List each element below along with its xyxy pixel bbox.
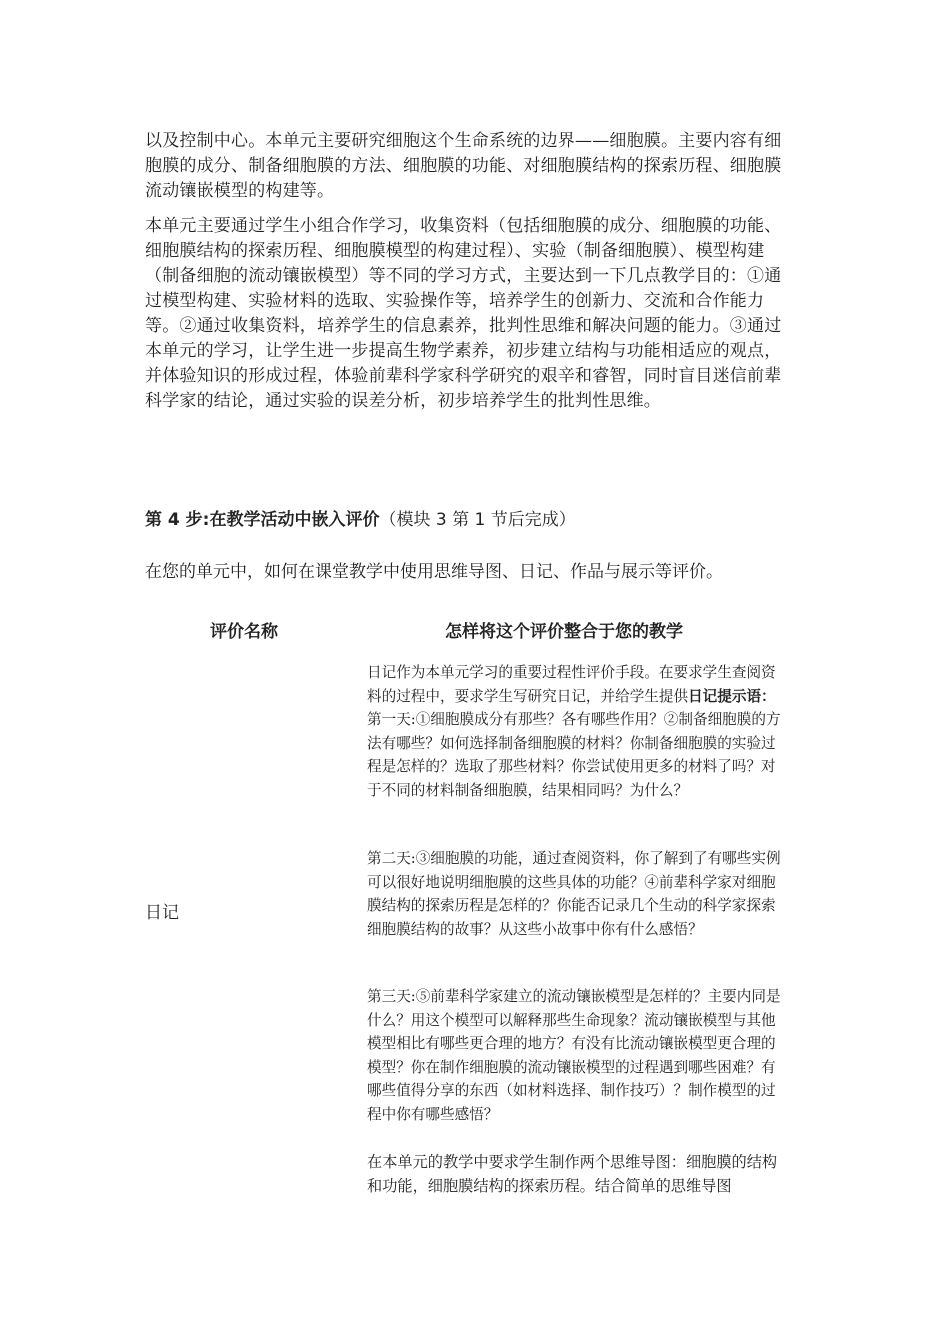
table-cell-diary-day-2: 第二天:③细胞膜的功能，通过查阅资料，你了解到了有哪些实例可以很好地说明细胞膜的这些具体的功能？④前辈科学家对细胞膜结构的探索历程是怎样的？你能否记录几个生动的科学家探索细胞膜结构的故事？从这些小故事中你有什么感悟？ — [367, 850, 781, 938]
table-header-name: 评价名称 — [210, 622, 278, 642]
table-cell-diary-intro — [367, 661, 790, 802]
cell-text: 第一天:①细胞膜成分有那些？各有哪些作用？②制备细胞膜的方法有哪些？如何选择制备细胞膜的材料？你制备细胞膜的实验过程是怎样的？选取了那些材料？你尝试使用更多的材料了吗？对于不同的材料制备细胞膜，结果相同吗？为什么？ — [367, 711, 781, 799]
table-header-how: 怎样将这个评价整合于您的教学 — [445, 622, 683, 642]
body-paragraph-2: 本单元主要通过学生小组合作学习，收集资料（包括细胞膜的成分、细胞膜的功能、细胞膜结构的探索历程、细胞膜模型的构建过程）、实验（制备细胞膜）、模型构建（制备细胞的流动镶嵌模型）等不同的学习方式，主要达到一下几点教学目的：①通过模型构建、实验材料的选取、实验操作等，培养学生的创新力、交流和合作能力等。②通过收集资料，培养学生的信息素养，批判性思维和解决问题的能力。③通过本单元的学习，让学生进一步提高生物学素养，初步建立结构与功能相适应的观点，并体验知识的形成过程，体验前辈科学家科学研究的艰辛和睿智，同时盲目迷信前辈科学家的结论，通过实验的误差分析，初步培养学生的批判性思维。 — [145, 216, 782, 411]
section-heading-title: 第 4 步:在教学活动中嵌入评价 — [145, 510, 380, 530]
table-row-label-diary: 日记 — [145, 903, 179, 923]
section-heading — [145, 508, 576, 532]
section-intro: 在您的单元中，如何在课堂教学中使用思维导图、日记、作品与展示等评价。 — [145, 562, 723, 582]
section-heading-note: （模块 3 第 1 节后完成） — [379, 510, 576, 530]
cell-bold-text: 日记提示语： — [688, 687, 776, 705]
cell-text: 日记作为本单元学习的重要过程性评价手段。在要求学生查阅资料的过程中，要求学生写研究日记，并给学生提供 — [367, 664, 776, 705]
body-paragraph-1: 以及控制中心。本单元主要研究细胞这个生命系统的边界——细胞膜。主要内容有细胞膜的成分、制备细胞膜的方法、细胞膜的功能、对细胞膜结构的探索历程、细胞膜流动镶嵌模型的构建等。 — [145, 131, 782, 201]
table-cell-mindmap: 在本单元的教学中要求学生制作两个思维导图：细胞膜的结构和功能，细胞膜结构的探索历程。结合简单的思维导图 — [367, 1153, 778, 1195]
table-cell-diary-day-3: 第三天:⑤前辈科学家建立的流动镶嵌模型是怎样的？主要内同是什么？用这个模型可以解释那些生命现象？流动镶嵌模型与其他模型相比有哪些更合理的地方？有没有比流动镶嵌模型更合理的模型？你在制作细胞膜的流动镶嵌模型的过程遇到哪些困难？有哪些值得分享的东西（如材料选择、制作技巧）？制作模型的过程中你有哪些感悟？ — [367, 988, 781, 1123]
